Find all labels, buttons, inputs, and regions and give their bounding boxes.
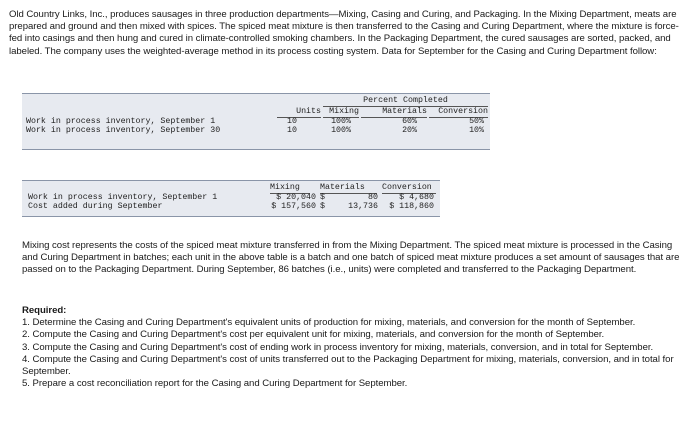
mixing-pct-sep1: 100% xyxy=(331,117,351,126)
required-item-5: 5. Prepare a cost reconciliation report for the Casing and Curing Department for September. xyxy=(22,378,408,390)
header-conversion-cost: Conversion xyxy=(382,183,436,194)
conversion-cost-sep1: $ 4,680 xyxy=(399,193,434,202)
required-item-2: 2. Compute the Casing and Curing Department's cost per equivalent unit for mixing, materials, and conversion for the month of September. xyxy=(22,329,605,341)
mixing-cost-added: $ 157,560 xyxy=(271,202,316,211)
mixing-pct-sep30: 100% xyxy=(331,126,351,135)
required-section xyxy=(22,305,682,390)
costs-table xyxy=(22,180,440,217)
header-materials: Materials xyxy=(361,107,427,118)
mixing-cost-sep1: $ 20,040 xyxy=(276,193,316,202)
percent-completed-header: Percent Completed xyxy=(323,96,488,107)
units-table xyxy=(22,93,490,150)
row-label-sep1: Work in process inventory, September 1 xyxy=(26,117,216,126)
materials-pct-sep30: 20% xyxy=(402,126,417,135)
mixing-cost-paragraph: Mixing cost represents the costs of the spiced meat mixture transferred in from the Mixing Department. The spiced meat mixture is processed in the Casing and Curing Department in batches; each unit in the above table is a batch and one batch of spiced meat mixture produces a set amount of sausages that are passed on to the Packaging Department. During September, 86 batches (i.e., units) were completed and transferred to the Packaging Department. xyxy=(22,240,680,276)
units-sep1: 10 xyxy=(287,117,297,126)
units-sep30: 10 xyxy=(287,126,297,135)
materials-cost-added: 13,736 xyxy=(348,202,378,211)
header-mixing-cost: Mixing xyxy=(270,183,310,194)
materials-dollar-sep1: $ xyxy=(320,193,325,202)
materials-cost-sep1: 80 xyxy=(368,193,378,202)
header-units: Units xyxy=(277,107,321,118)
required-item-1: 1. Determine the Casing and Curing Department's equivalent units of production for mixing, materials, and conversion for the month of September. xyxy=(22,317,636,329)
cost-row-label-sep1: Work in process inventory, September 1 xyxy=(28,193,218,202)
header-conversion: Conversion xyxy=(429,107,488,118)
row-label-sep30: Work in process inventory, September 30 xyxy=(26,126,221,135)
materials-dollar-added: $ xyxy=(320,202,325,211)
header-mixing: Mixing xyxy=(323,107,359,118)
conversion-pct-sep1: 50% xyxy=(469,117,484,126)
header-materials-cost: Materials xyxy=(320,183,377,194)
required-item-3: 3. Compute the Casing and Curing Department's cost of ending work in process inventory for mixing, materials, conversion, and in total for September. xyxy=(22,341,654,353)
cost-row-label-added: Cost added during September xyxy=(28,202,163,211)
conversion-cost-added: $ 118,860 xyxy=(389,202,434,211)
required-title: Required: xyxy=(22,305,67,316)
required-item-4: 4. Compute the Casing and Curing Department's cost of units transferred out to the Packaging Department for mixing, materials, conversion, and in total for September. xyxy=(22,353,674,378)
problem-intro: Old Country Links, Inc., produces sausages in three production departments—Mixing, Casing and Curing, and Packaging. In the Mixing Department, meats are prepared and ground and then mixed with spices. The spiced meat mixture is then transferred to the Casing and Curing Department, where the mixture is force-fed into casings and then hung and cured in climate-controlled smoking chambers. In the Packaging Department, the cured sausages are sorted, packed, and labeled. The company uses the weighted-average method in its process costing system. Data for September for the Casing and Curing Department follow: xyxy=(9,9,679,57)
conversion-pct-sep30: 10% xyxy=(469,126,484,135)
materials-pct-sep1: 60% xyxy=(402,117,417,126)
